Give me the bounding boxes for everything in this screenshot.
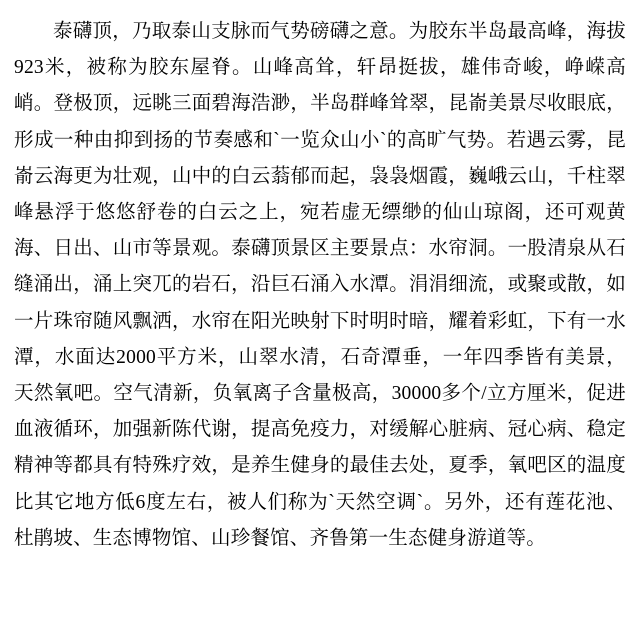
article-paragraph: 泰礴顶，乃取泰山支脉而气势磅礴之意。为胶东半岛最高峰，海拔923米，被称为胶东屋脊。山峰高耸，轩昂挺拔，雄伟奇峻，峥嵘高峭。登极顶，远眺三面碧海浩渺，半岛群峰耸翠，昆嵛美景尽收眼底，形成一种由抑到扬的节奏感和`一览众山小`的高旷气势。若遇云雾，昆嵛云海更为壮观，山中的白云蓊郁而起，袅袅烟霞，巍峨云山，千柱翠峰悬浮于悠悠舒卷的白云之上，宛若虚无缥缈的仙山琼阁，还可观黄海、日出、山市等景观。泰礴顶景区主要景点：水帘洞。一股清泉从石缝涌出，涌上突兀的岩石，沿巨石涌入水潭。涓涓细流，或聚或散，如一片珠帘随风飘洒，水帘在阳光映射下时明时暗，耀着彩虹，下有一水潭，水面达2000平方米，山翠水清，石奇潭垂，一年四季皆有美景， 天然氧吧。空气清新，负氧离子含量极高，30000多个/立方厘米，促进血液循环，加强新陈代谢，提高免疫力，对缓解心脏病、冠心病、稳定精神等都具有特殊疗效，是养生健身的最佳去处，夏季，氧吧区的温度比其它地方低6度左右，被人们称为`天然空调`。另外，还有莲花池、杜鹃坡、生态博物馆、山珍餐馆、齐鲁第一生态健身游道等。	[14, 21, 626, 549]
article-body	[14, 14, 626, 557]
